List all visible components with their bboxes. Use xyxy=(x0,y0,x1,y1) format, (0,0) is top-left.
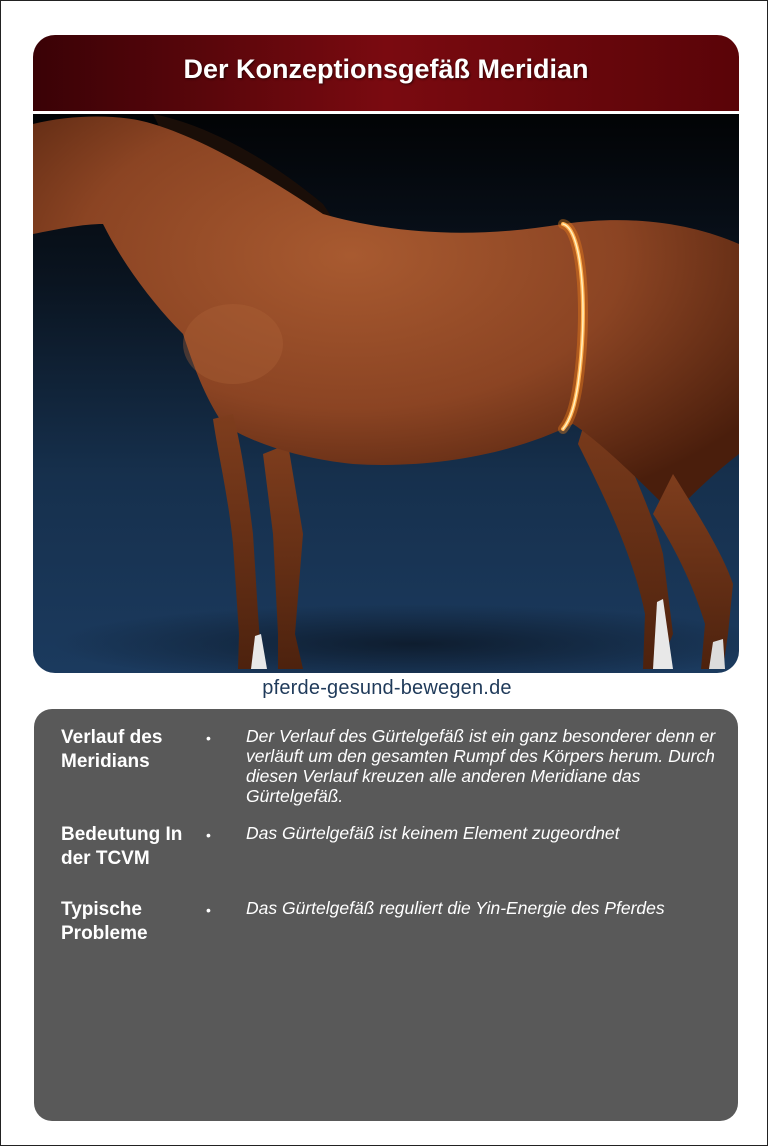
info-panel xyxy=(34,709,738,1121)
website-url xyxy=(1,677,768,700)
row-bullet: • xyxy=(206,827,211,843)
row-label: Typische Probleme xyxy=(61,899,148,944)
row-bullet: • xyxy=(206,902,211,918)
title-bar xyxy=(33,35,739,111)
row-bullet: • xyxy=(206,730,211,746)
floor-shadow xyxy=(53,604,739,673)
horse-svg xyxy=(33,114,739,673)
card-title: Der Konzeptionsgefäß Meridian xyxy=(183,53,589,84)
row-text: Das Gürtelgefäß ist keinem Element zugeordnet xyxy=(246,823,620,843)
shoulder-highlight xyxy=(183,304,283,384)
horse-illustration xyxy=(33,114,739,673)
row-text: Das Gürtelgefäß reguliert die Yin-Energie des Pferdes xyxy=(246,898,665,918)
website-text: pferde-gesund-bewegen.de xyxy=(262,677,512,699)
row-label: Bedeutung In der TCVM xyxy=(61,824,183,869)
row-label: Verlauf des Meridians xyxy=(61,727,163,772)
horse-body xyxy=(33,117,739,515)
row-text: Der Verlauf des Gürtelgefäß ist ein ganz besonderer denn er verläuft um den gesamten Rumpf des Körpers herum. Durch diesen Verlauf kreuzen alle anderen Meridiane das Gürtelgefäß. xyxy=(246,726,716,806)
